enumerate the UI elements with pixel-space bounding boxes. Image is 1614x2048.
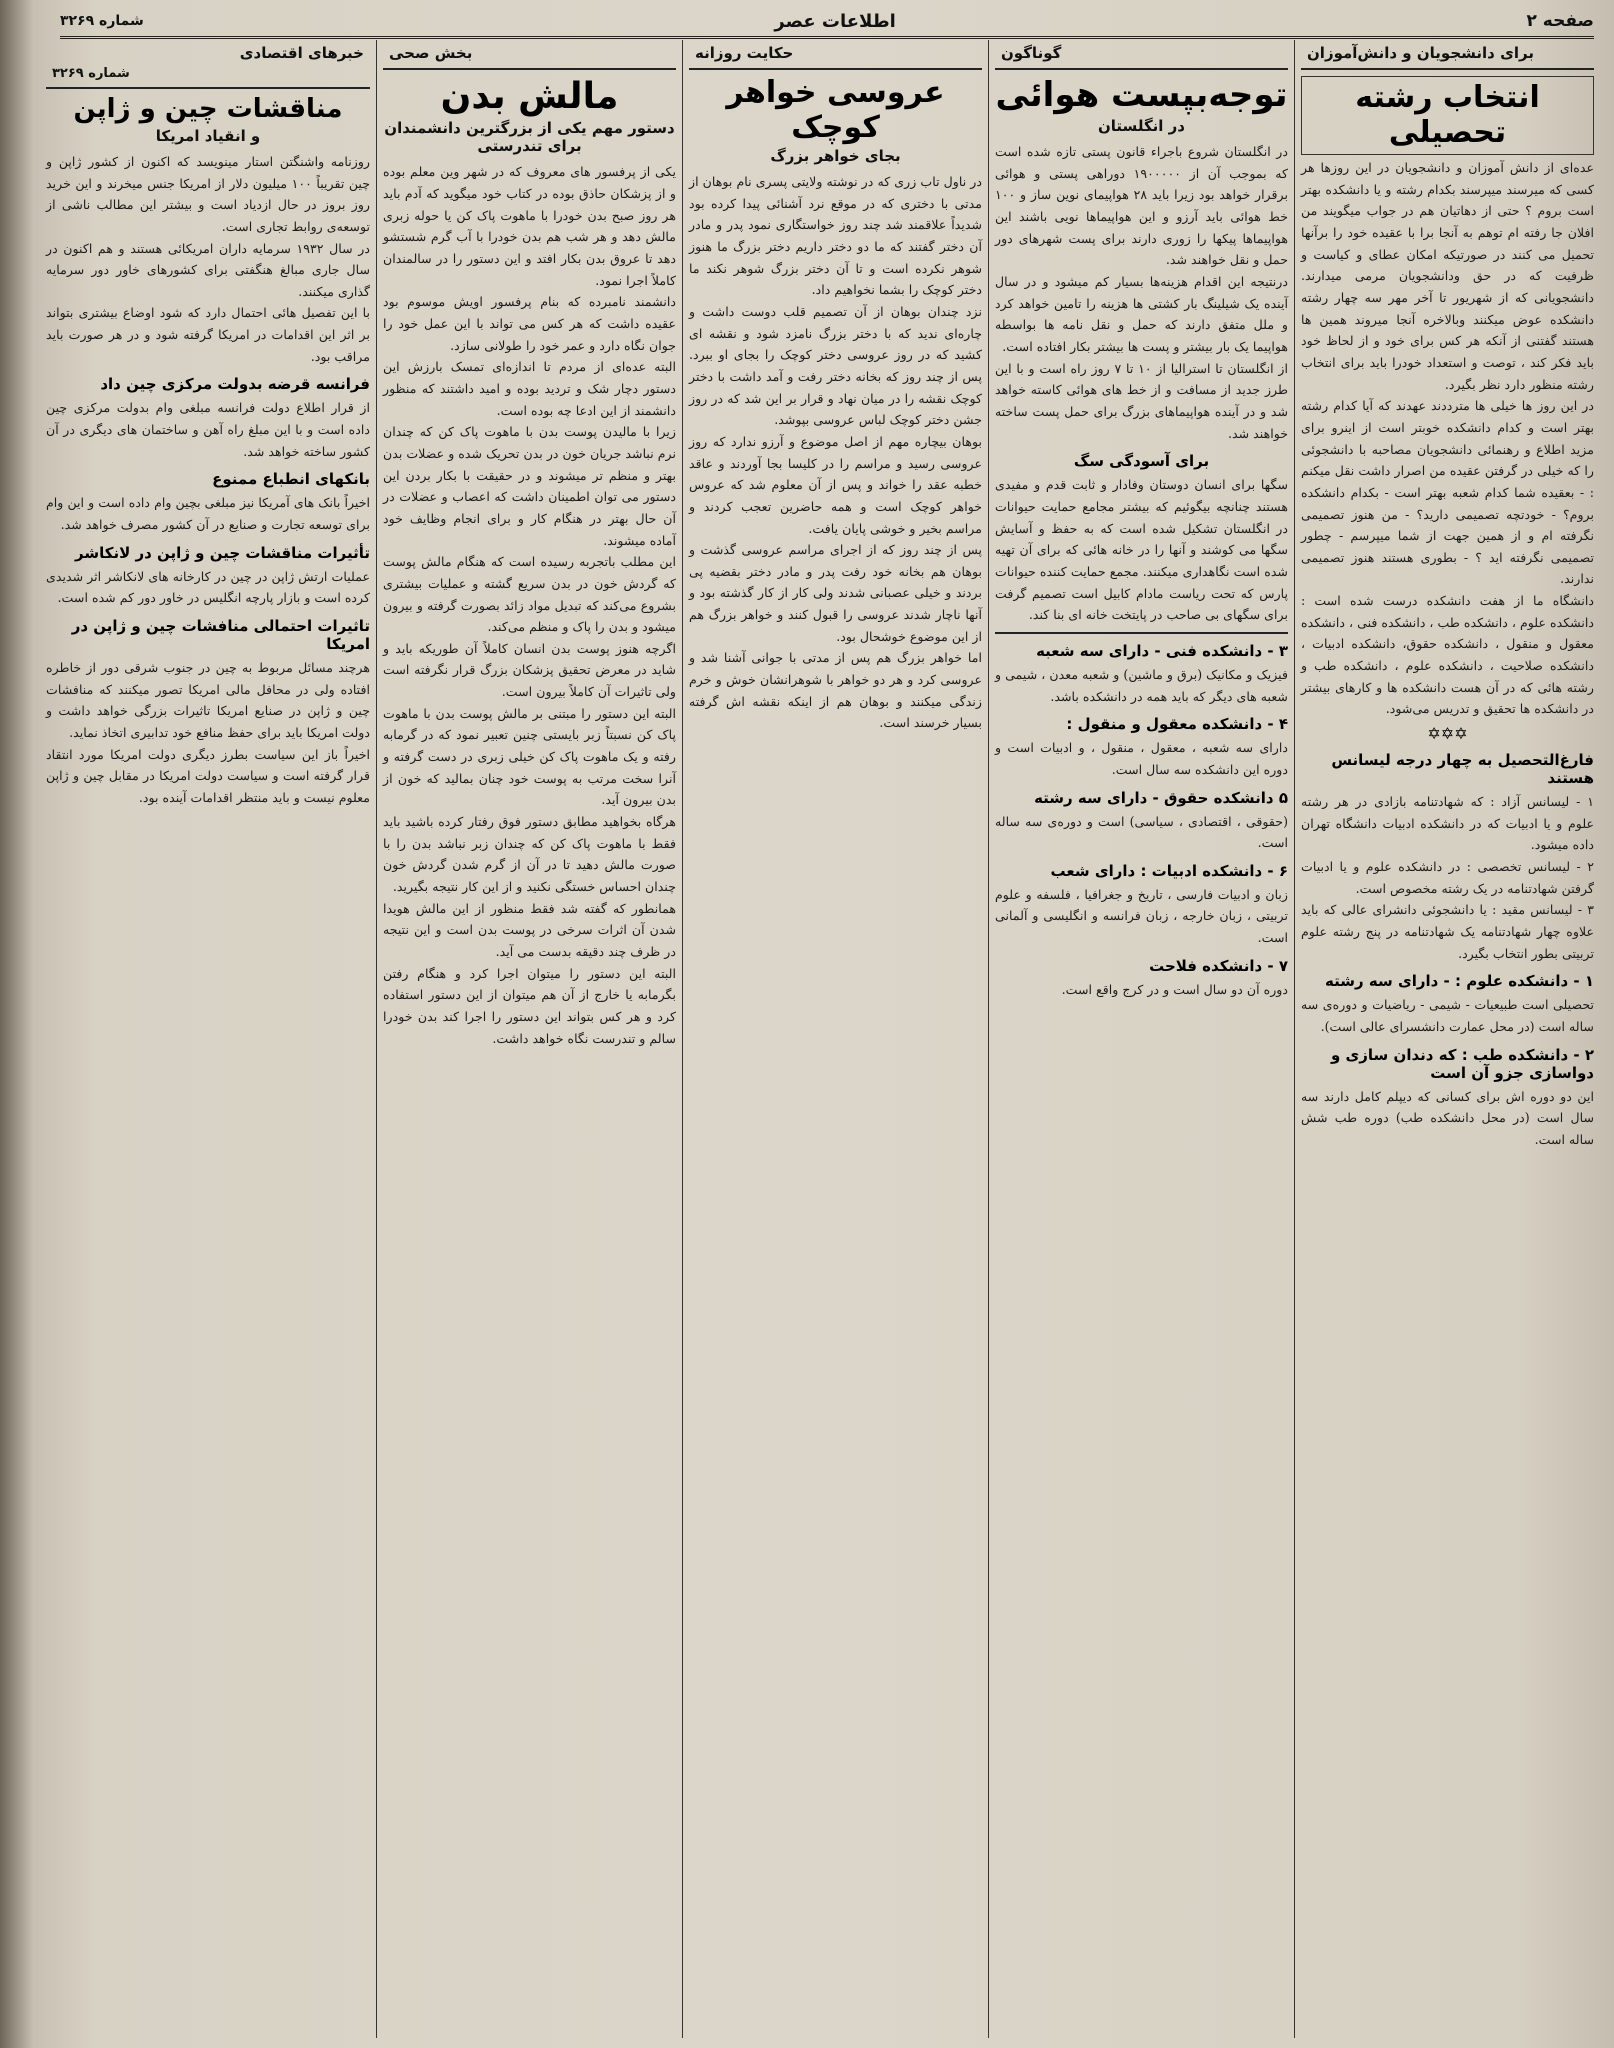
section-heading: برای آسودگی سگ (1073, 452, 1210, 471)
article-paragraph: درنتیجه این اقدام هزینه‌ها بسیار کم میشود و در سال آینده یک شیلینگ بار کشتی ها هزینه را تامین خواهد کرد و ملل متفق دارند که حمل و نقل نامه ها بواسطه هواپیما یک بار بیشتر و پست ها بیشتر بکار افتاده است. (995, 274, 1288, 354)
article-headline: مالش بدن (440, 76, 619, 117)
column-kicker: گوناگون (1001, 44, 1062, 62)
article-paragraph: در این روز ها خیلی ها مترددند عهدند که آیا کدام رشته بهتر است و کدام دانشکده خوبتر است از اینرو برای مزید اطلاع و رهنمائی دانشجویان مصاحبه با دانشجوئی را که خیلی در گرفتن عقیده من اصرار داشت نقل میکنم : - بعقیده شما کدام شعبه بهتر است - بکدام دانشکده بروم؟ - خودتچه تصمیمی دارید؟ - من هنوز تصمیمی نگرفته ام و از همین جهت از شما میپرسم - چطور تصمیمی نگرفته اید ؟ - بطوری هستند هنوز تصمیمی ندارند. (1301, 398, 1594, 587)
article-subhead: در انگلستان (1098, 117, 1185, 136)
list-item: ۲ - لیسانس تخصصی : در دانشکده علوم و یا ادبیات گرفتن شهادتنامه در یک رشته مخصوص است. (1301, 859, 1594, 896)
column-kicker: بخش صحی (389, 44, 473, 62)
article-paragraph: همانطور که گفته شد فقط منظور از این مالش هویدا شدن آن اثرات سرخی در پوست بدن است و این نتیجه در ظرف چند دقیقه بدست می آید. (383, 900, 676, 960)
article-paragraph: یکی از پرفسور های معروف که در شهر وین معلم بوده و از پزشکان حاذق بوده در کتاب خود میگوید که آدم باید هر روز صبح بدن خودرا با ماهوت پاک کن یا حوله زبری مالش دهد و هر شب هم بدن خودرا با آب گرم شستشو دهد تا عروق بدن بکار افتد و این دستور را در سالمندان کاملاً اجرا نمود. (383, 164, 676, 288)
section-heading: فرانسه قرضه بدولت مرکزی چین داد (100, 375, 370, 394)
article-paragraph: هرچند مسائل مربوط به چین در جنوب شرقی دور از خاطره افتاده ولی در محافل مالی امریکا تصور میکنند که منافشات چین و ژاپن در صنایع امریکا تاثیرات بزرگی خواهد داشت و دولت امریکا باید برای حفظ منافع خود تدابیری اتخاذ نماید. (46, 660, 370, 741)
section-heading: ۷ - دانشکده فلاحت (1149, 956, 1288, 975)
divider (1301, 68, 1594, 70)
section-heading: ۴ - دانشکده معقول و منقول : (1066, 715, 1288, 734)
article-headline: توجه‌بپست هوائی (995, 75, 1288, 115)
section-heading: ۳ - دانشکده فنی - دارای سه شعبه (1036, 641, 1288, 660)
article-paragraph: در سال ۱۹۳۲ سرمایه داران امریکائی هستند و هم اکنون در سال جاری مبالغ هنگفتی برای کشورهای خاور دور سرمایه گذاری میکنند. (46, 240, 370, 299)
page-binding (0, 0, 34, 2048)
columns-container (40, 40, 1600, 2038)
article-paragraph: البته عده‌ای از مردم تا اندازه‌ای تمسک بارزش این دستور دچار شک و تردید بوده و امید داشتند که منظور دانشمند از این ادعا چه بوده است. (383, 359, 676, 418)
article-subhead: و انقیاد امریکا (155, 126, 261, 145)
list-item: این دو دوره اش برای کسانی که دیپلم کامل دارند سه سال است (در محل دانشکده طب) دوره طب شش ساله است. (1301, 1088, 1594, 1147)
article-paragraph: اما خواهر بزرگ هم پس از مدتی با جوانی آشنا شد و عروسی کرد و هر دو خواهر با شوهرانشان خوش و خرم زندگی میکنند و بوهان هم از اینکه نقشه اش گرفته بسیار خرسند است. (689, 650, 982, 731)
article-headline: عروسی خواهر کوچک (726, 75, 945, 145)
article-headline: انتخاب رشته تحصیلی (1301, 76, 1594, 155)
section-heading: ۱ - دانشکده علوم : - دارای سه رشته (1325, 972, 1594, 991)
section-heading: بانکهای انطباع ممنوع (212, 470, 370, 489)
article-paragraph: نزد چندان بوهان از آن تصمیم قلب دوست داشت و چاره‌ای ندید که با دختر بزرگ نامزد شود و نقشه ای کشید که در روز عروسی دختر کوچک را بجای او ببرد. پس از چند روز که بخانه دختر رفت و آمد داشت با دختر کوچک نقشه را در میان نهاد و قرار بر این شد که در روز جشن دختر کوچک لباس عروسی بپوشد. (689, 303, 982, 428)
divider (995, 632, 1288, 634)
column-kicker: خبرهای اقتصادی (239, 44, 364, 62)
divider (46, 87, 370, 89)
divider (689, 68, 982, 70)
section-heading: فارغ‌التحصیل به چهار درجه لیسانس هستند (1331, 751, 1594, 788)
article-paragraph: فیزیک و مکانیک (برق و ماشین) و شعبه معدن ، شیمی و شعبه های دیگر که باید همه در دانشکده باشد. (995, 666, 1288, 704)
issue-number: شماره ۳۲۶۹ (60, 13, 144, 29)
section-heading: تاثیرات احتمالی منافشات چین و ژاپن در امریکا (71, 617, 370, 654)
column-economy (40, 40, 376, 2038)
column-kicker: برای دانشجویان و دانش‌آموزان (1307, 44, 1534, 62)
article-paragraph: اخیراً باز این سیاست بطرز دیگری دولت امریکا مورد انتقاد قرار گرفته است و سیاست دولت امریکا در مقابل چین و ژاپن معلوم نیست و باید منتظر اقدامات آینده بود. (46, 746, 370, 805)
article-paragraph: دانشمند نامبرده که بنام پرفسور اویش موسوم بود عقیده داشت که هر کس می تواند با این عمل خود را جوان نگاه دارد و عمر خود را طولانی سازد. (383, 294, 676, 353)
article-paragraph: اگرچه هنوز پوست بدن انسان کاملاً آن طوریکه باید و شاید در معرض تحقیق پزشکان بزرگ قرار نگرفته است ولی تاثیرات آن کاملاً بیرون است. (383, 640, 676, 700)
article-paragraph: عملیات ارتش ژاپن در چین در کارخانه های لانکاشر اثر شدیدی کرده است و بازار پارچه انگلیس در خاور دور کم شده است. (46, 568, 370, 606)
column-health (376, 40, 682, 2038)
article-paragraph: اخیراً بانک های آمریکا نیز مبلغی بچین وام داده است و این وام برای توسعه تجارت و صنایع در آن کشور مصرف خواهد شد. (46, 495, 370, 533)
article-paragraph: سگها برای انسان دوستان وفادار و ثابت قدم و مفیدی هستند چنانچه بیگوئیم که بیشتر مجامع حمایت حیوانات در انگلستان تشکیل شده است که به حفظ و آسایش سگها می کوشند و آنها را در خانه هائی که برای آن تهیه شده است نگاهداری میکنند. مجمع حمایت کننده حیوانات پارس که تحت ریاست مادام کابیل است تصمیم گرفت برای سگهای بی صاحب در پایتخت خانه ای بنا کند. (995, 477, 1288, 623)
section-heading: تأثیرات مناقشات چین و ژاپن در لانکاشر (75, 543, 370, 562)
list-item: ۱ - لیسانس آزاد : که شهادتنامه بازادی در هر رشته علوم و یا ادبیات که در دانشکده ادبیات دانشگاه تهران داده میشود. (1301, 794, 1594, 853)
article-paragraph: البته این دستور را مبتنی بر مالش پوست بدن با ماهوت پاک کن نسبتاً زبر بایستی چنین تعبیر نمود که در گرمابه رفته و یک ماهوت پاک کن خیلی زبری در دست گرفته و آنرا سخت مرتب به پوست خود چنان بمالید که خون از بدن بیرون آید. (383, 705, 676, 808)
column-education (1294, 40, 1600, 2038)
article-paragraph: در انگلستان شروع باجراء قانون پستی تازه شده است که بموجب آن از ۱۹۰۰۰۰۰ دوراهی پستی و هوائی برقرار خواهد بود زیرا باید ۲۸ هواپیمای نوین ساز و ۱۰۰ خط هوائی باید آرزو و این هواپیماها نویی باشند این هواپیماها پیکها را زوری دارند برای پست شهرهای دور حمل و نقل خواهند شد. (995, 144, 1288, 268)
page-header (60, 6, 1594, 39)
article-subhead: دستور مهم یکی از بزرگترین دانشمندان برای تندرستی (384, 119, 675, 156)
article-paragraph: این مطلب باتجربه رسیده است که هنگام مالش پوست که گردش خون در بدن سریع گشته و عملیات بیشتری بشروع می‌کند که تبدیل مواد زائد بصورت گرفته و بیرون میشود و بدن را پاک و منظم می‌کند. (383, 554, 676, 635)
article-paragraph: زیرا با مالیدن پوست بدن با ماهوت پاک کن که چندان نرم نباشد جریان خون در بدن تحریک شده و عضلات بدن بهتر و منظم تر میشوند و در حقیقت با بکار بردن این دستور می توان اطمینان داشت که اعصاب و عضلات در آن حال بهتر در هنگام کار و برای انجام وظایف خود آماده میشوند. (383, 424, 676, 548)
article-subhead: بجای خواهر بزرگ (770, 147, 901, 165)
article-paragraph: دارای سه شعبه ، معقول ، منقول ، و ادبیات است و دوره این دانشکده سه سال است. (995, 740, 1288, 777)
list-item: ۳ - لیسانس مقید : یا دانشجوئی دانشرای عالی که باید علاوه چهار شهادتنامه یک شهادتنامه در پنج رشته علوم تربیتی بطور انتخاب بگیرد. (1301, 902, 1594, 961)
article-paragraph: دوره آن دو سال است و در کرج واقع است. (1061, 981, 1288, 997)
divider (383, 68, 676, 70)
article-paragraph: عده‌ای از دانش آموزان و دانشجویان در این روزها هر کسی که میرسند میپرسند بکدام رشته و یا دانشکده بهتر است بروم ؟ حتی از دهاتیان هم در جواب میگویند من افلان جا رفته ام توهم به آنجا برا با عقیده خود را برآنها تحمیل می کنند در صورتیکه امکان عطای و کیاست و ظرفیت که در حق ودانشجویان مرمی میدارند. دانشجویانی که از شهریور تا آخر مهر سه چهار رشته دانشکده عوض میکنند وبالاخره آنجا میروند همین ها هستند گفتنی از آنکه هر کس برای خود و از لحاظ خود باید فکر کند ، توصت و استعداد خودرا باید برای انتخاب رشته منظور دارد نظر بگیرد. (1301, 160, 1594, 392)
article-paragraph: زبان و ادبیات فارسی ، تاریخ و جغرافیا ، فلسفه و علوم تربیتی ، زبان خارجه ، زبان فرانسه و انگلیسی و آلمانی است. (995, 886, 1288, 946)
article-paragraph: با این تفصیل هائی احتمال دارد که شود اوضاع بیشتری بتواند بر اثر این اقدامات در امریکا گرفته شود و در هر صورت باید مراقب بود. (46, 305, 370, 364)
article-paragraph: از قرار اطلاع دولت فرانسه مبلغی وام بدولت مرکزی چین داده است و با این مبلغ راه آهن و ساختمان های دیگری در آن کشور ساخته خواهد شد. (46, 400, 370, 459)
article-paragraph: روزنامه واشنگتن استار مینویسد که اکنون از کشور ژاپن و چین تقریباً ۱۰۰ میلیون دلار از امریکا جنس میخرند و این خرید روز بروز در حال ازدیاد است و بیشتر این مطالب ناشی از توسعه‌ی روابط تجاری است. (46, 153, 370, 234)
page-number: صفحه ۲ (1526, 11, 1594, 31)
article-paragraph: پس از چند روز که از اجرای مراسم عروسی گذشت و بوهان هم بخانه خود رفت پدر و مادر دختر بقضیه پی بردند و خیلی عصبانی شدند ولی کار از کار گذشته بود و آنها ناچار شدند عروسی را قبول کنند و خواهر بزرگ هم از این موضوع خوشحال بود. (689, 542, 982, 644)
article-paragraph: از انگلستان تا استرالیا از ۱۰ تا ۷ روز راه است و با این طرز جدید از مسافت و از خط های هوائی کاسته خواهد شد و در آینده هواپیماهای بزرگ برای حمل پست ساخته خواهند شد. (995, 360, 1289, 441)
section-stars: ✡✡✡ (1427, 724, 1468, 744)
column-kicker: حکایت روزانه (695, 44, 794, 62)
list-item: تحصیلی است طبیعیات - شیمی - ریاضیات و دوره‌ی سه ساله است (در محل عمارت دانشسرای عالی است). (1301, 997, 1594, 1034)
article-paragraph: در ناول تاب زری که در نوشته ولایتی پسری نام بوهان از مدتی با دختری که در موقع نرد آشنائی پیدا کرده بود شدیداً علاقمند شد چند روز خواستگاری نمود پدر و مادر آن دختر گفتند که ما دو دختر داریم دختر بزرگ ما هنوز شوهر نکرده است و تا آن دختر بزرگ شوهر نکند ما دختر کوچک را بشما نخواهیم داد. (689, 174, 982, 298)
article-paragraph: (حقوقی ، اقتصادی ، سیاسی) است و دوره‌ی سه ساله است. (995, 813, 1288, 851)
column-miscellany (988, 40, 1294, 2038)
article-paragraph: بوهان بیچاره مهم از اصل موضوع و آرزو ندارد که روز عروسی رسید و مراسم را در کلیسا بجا آوردند و عاقد خطبه عقد را خواند و پس از آن معلوم شد که عروس خواهر کوچک است و همه حاضرین تعجب کردند و مراسم بخیر و خوشی پایان یافت. (689, 433, 982, 536)
newspaper-name: اطلاعات عصر (774, 10, 896, 32)
article-paragraph: هرگاه بخواهید مطابق دستور فوق رفتار کرده باشید باید فقط با ماهوت پاک کن که چندان زبر نباشد بدن را با صورت مالش دهید تا در آن از گرم شدن گردش خون چندان احساس خستگی نکنید و از این کار نتیجه بگیرید. (383, 814, 676, 895)
divider (995, 68, 1288, 70)
article-headline: مناقشات چین و ژاپن (73, 94, 343, 124)
issue-label: شماره ۳۲۶۹ (52, 66, 130, 81)
section-heading: ۵ دانشکده حقوق - دارای سه رشته (1034, 788, 1288, 807)
article-paragraph: دانشگاه ما از هفت دانشکده درست شده است : دانشکده علوم ، دانشکده طب ، دانشکده فنی ، دانشکده معقول و منقول ، دانشکده حقوق، دانشکده ادبیات ، دانشکده صلاحیت ، دانشکده علوم ، دانشکده طب و رشته هائی که در آن هست دانشکده ها و کارهای بیشتر در دانشکده ها تحقیق و تدریس می‌شود. (1301, 593, 1594, 717)
section-heading: ۶ - دانشکده ادبیات : دارای شعب (1050, 861, 1288, 880)
section-heading: ۲ - دانشکده طب : که دندان سازی و دواسازی جزو آن است (1331, 1045, 1594, 1082)
column-daily-story (682, 40, 988, 2038)
article-paragraph: البته این دستور را میتوان اجرا کرد و هنگام رفتن بگرمابه یا خارج از آن هم میتوان از این دستور استفاده کرد و هر کس بتواند این دستور را اجرا کند بدن خودرا سالم و تندرست نگاه خواهد داشت. (383, 965, 676, 1046)
